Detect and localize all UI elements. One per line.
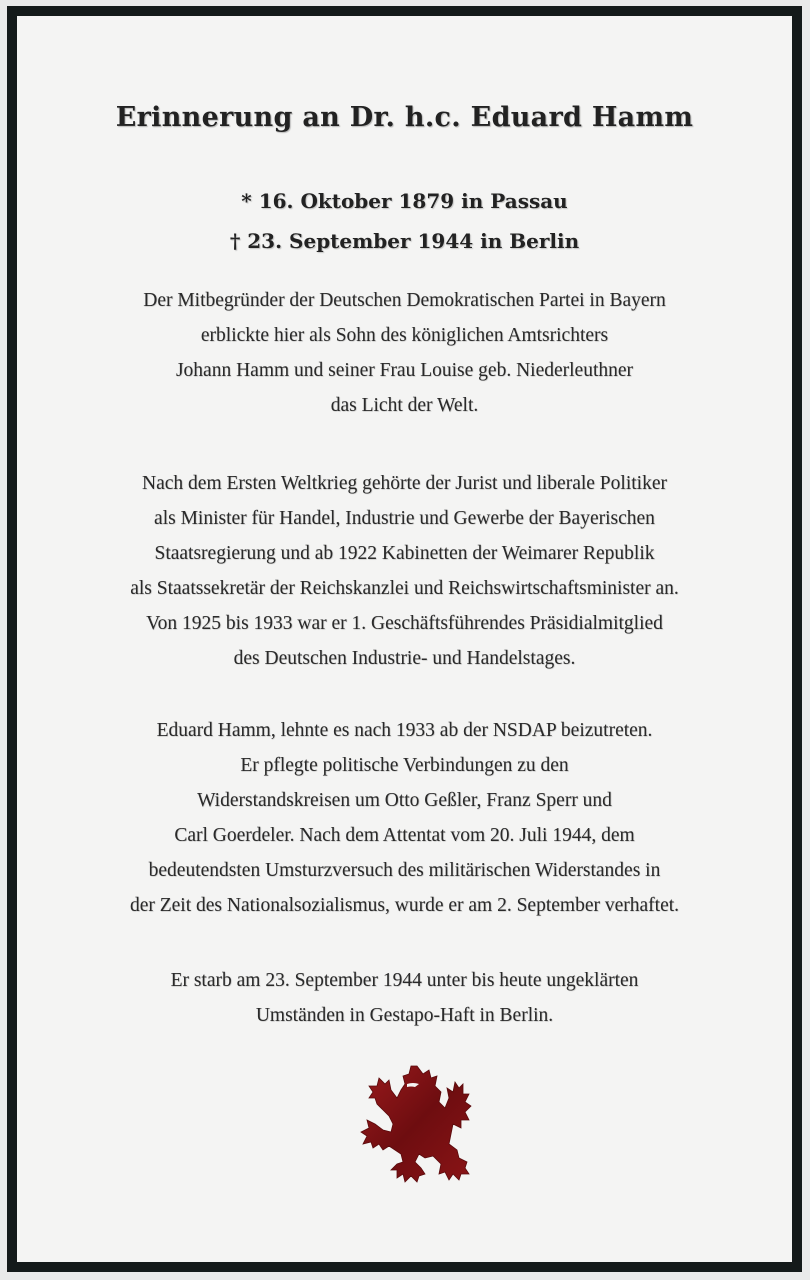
text-line: Er pflegte politische Verbindungen zu den (240, 755, 569, 776)
text-line: das Licht der Welt. (330, 395, 479, 416)
death-date: † 23. September 1944 in Berlin (229, 229, 580, 253)
text-line: Er starb am 23. September 1944 unter bis heute ungeklärten (170, 970, 639, 991)
text-line: als Staatssekretär der Reichskanzlei und Reichswirtschaftsminister an. (130, 578, 679, 599)
text-line: Widerstandskreisen um Otto Geßler, Franz Sperr und (197, 790, 612, 811)
text-line: Von 1925 bis 1933 war er 1. Geschäftsführendes Präsidialmitglied (146, 613, 663, 634)
text-line: erblickte hier als Sohn des königlichen Amtsrichters (200, 325, 609, 346)
plaque-title: Erinnerung an Dr. h.c. Eduard Hamm (115, 102, 694, 133)
text-line: Umständen in Gestapo-Haft in Berlin. (255, 1005, 554, 1026)
paragraph-death (17, 963, 792, 1033)
text-line: der Zeit des Nationalsozialismus, wurde er am 2. September verhaftet. (129, 895, 680, 916)
text-line: des Deutschen Industrie- und Handelstages. (233, 648, 576, 669)
life-dates (17, 181, 792, 261)
memorial-plaque (7, 6, 802, 1272)
text-line: bedeutendsten Umsturzversuch des militärischen Widerstandes in (148, 860, 661, 881)
text-line: Eduard Hamm, lehnte es nach 1933 ab der NSDAP beizutreten. (156, 720, 653, 741)
text-line: Carl Goerdeler. Nach dem Attentat vom 20. Juli 1944, dem (174, 825, 635, 846)
text-line: Johann Hamm und seiner Frau Louise geb. Niederleuthner (175, 360, 634, 381)
rampant-lion-icon (349, 1058, 489, 1196)
paragraph-birth (17, 283, 792, 423)
paragraph-career (17, 466, 792, 676)
text-line: als Minister für Handel, Industrie und Gewerbe der Bayerischen (154, 508, 655, 529)
text-line: Der Mitbegründer der Deutschen Demokratischen Partei in Bayern (143, 290, 666, 311)
text-line: Nach dem Ersten Weltkrieg gehörte der Jurist und liberale Politiker (142, 473, 667, 494)
paragraph-resistance (17, 713, 792, 923)
text-line: Staatsregierung und ab 1922 Kabinetten der Weimarer Republik (154, 543, 655, 564)
birth-date: * 16. Oktober 1879 in Passau (241, 189, 568, 213)
